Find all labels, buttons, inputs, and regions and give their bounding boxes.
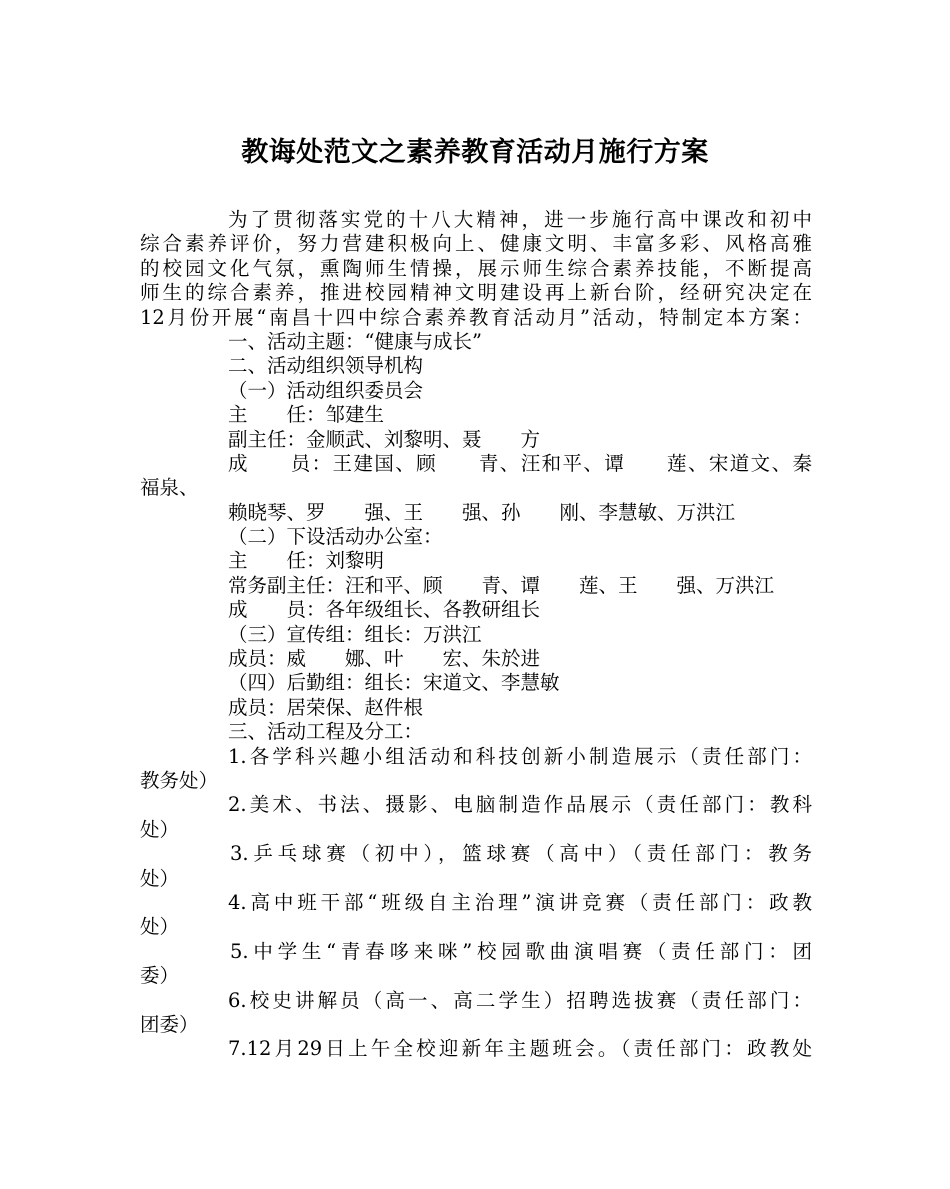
list-item-continued: 教务处） [140, 768, 219, 792]
list-item: 2.美术、书法、摄影、电脑制造作品展示（责任部门：教科 [228, 793, 812, 817]
document-title: 教诲处范文之素养教育活动月施行方案 [241, 137, 709, 168]
member-line: 主 任：刘黎明 [228, 549, 385, 573]
list-item: 1.各学科兴趣小组活动和科技创新小制造展示（责任部门： [228, 744, 812, 768]
list-item-continued: 团委） [140, 1012, 199, 1036]
paragraph-line: 12月份开展“南昌十四中综合素养教育活动月”活动，特制定本方案： [140, 305, 812, 329]
list-item: 7.12月29日上午全校迎新年主题班会。（责任部门：政教处 [228, 1037, 812, 1061]
list-item-continued: 处） [140, 915, 180, 939]
list-item: 3.乒乓球赛（初中），篮球赛（高中）（责任部门：教务 [230, 842, 812, 866]
section-heading: 三、活动工程及分工： [228, 720, 424, 744]
subsection-heading: （一）活动组织委员会 [228, 378, 424, 402]
subsection-heading: （四）后勤组：组长：宋道文、李慧敏 [228, 671, 560, 695]
member-line-continued: 福泉、 [140, 476, 199, 500]
paragraph-line: 综合素养评价，努力营建积极向上、健康文明、丰富多彩、风格高雅 [140, 232, 812, 256]
member-line: 成 员：各年级组长、各教研组长 [228, 598, 541, 622]
paragraph-line: 为了贯彻落实党的十八大精神，进一步施行高中课改和初中 [228, 208, 812, 231]
list-item: 4.高中班干部“班级自主治理”演讲竞赛（责任部门：政教 [228, 890, 812, 914]
list-item-continued: 处） [140, 817, 180, 841]
list-item-continued: 处） [140, 866, 180, 890]
member-line: 副主任：金顺武、刘黎明、聂 方 [228, 427, 541, 451]
list-item: 5.中学生“青春哆来咪”校园歌曲演唱赛（责任部门：团 [230, 939, 812, 963]
subsection-heading: （二）下设活动办公室： [228, 525, 443, 549]
paragraph-line: 的校园文化气氛，熏陶师生情操，展示师生综合素养技能，不断提高 [140, 256, 812, 280]
document-body [140, 208, 812, 1062]
member-line: 赖晓琴、罗 强、王 强、孙 刚、李慧敏、万洪江 [228, 500, 736, 524]
list-item: 6.校史讲解员（高一、高二学生）招聘选拔赛（责任部门： [228, 988, 812, 1012]
member-line: 成员：威 娜、叶 宏、朱於进 [228, 647, 541, 671]
section-heading: 一、活动主题：“健康与成长” [228, 329, 482, 353]
subsection-heading: （三）宣传组：组长：万洪江 [228, 622, 482, 646]
member-line: 主 任：邹建生 [228, 403, 385, 427]
member-line: 成 员：王建国、顾 青、汪和平、谭 莲、宋道文、秦 [228, 451, 812, 475]
member-line: 成员：居荣保、赵件根 [228, 695, 424, 719]
section-heading: 二、活动组织领导机构 [228, 354, 424, 378]
member-line: 常务副主任：汪和平、顾 青、谭 莲、王 强、万洪江 [228, 573, 775, 597]
paragraph-line: 师生的综合素养，推进校园精神文明建设再上新台阶，经研究决定在 [140, 281, 812, 305]
list-item-continued: 委） [140, 964, 180, 988]
